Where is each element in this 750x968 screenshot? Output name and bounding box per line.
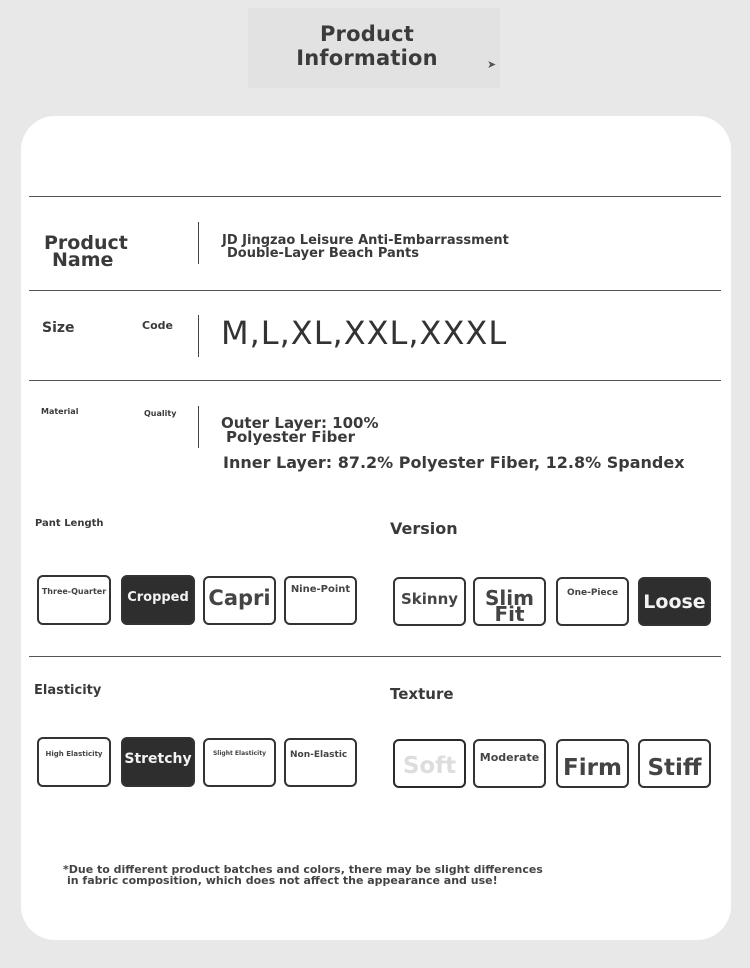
texture-option-moderate[interactable]: Moderate: [473, 739, 546, 788]
material-label: Material: [41, 407, 79, 416]
header-banner: [248, 8, 500, 88]
version-option-skinny[interactable]: Skinny: [393, 577, 466, 626]
pant-length-option-capri[interactable]: Capri: [203, 576, 276, 625]
texture-option-firm[interactable]: Firm: [556, 739, 629, 788]
elasticity-option-stretchy[interactable]: Stretchy: [121, 737, 195, 787]
texture-option-soft[interactable]: Soft: [393, 739, 466, 788]
divider: [29, 380, 721, 381]
elasticity-option-high[interactable]: High Elasticity: [37, 737, 111, 787]
pant-length-option-three-quarter[interactable]: Three-Quarter: [37, 575, 111, 625]
version-label: Version: [390, 519, 458, 538]
material-inner-value: Inner Layer: 87.2% Polyester Fiber, 12.8% Spandex: [223, 453, 685, 472]
page-title: Product Information: [296, 22, 438, 70]
material-quality-label: Quality: [144, 409, 177, 418]
product-name-label: Product Name: [44, 232, 128, 271]
material-outer-value: Outer Layer: 100% Polyester Fiber: [221, 414, 379, 446]
product-info-card: [21, 116, 731, 940]
size-code-label: Code: [142, 319, 173, 332]
pant-length-option-cropped[interactable]: Cropped: [121, 575, 195, 625]
elasticity-option-slight[interactable]: Slight Elasticity: [203, 738, 276, 787]
divider: [29, 196, 721, 197]
version-option-one-piece[interactable]: One-Piece: [556, 577, 629, 626]
separator: [198, 222, 199, 264]
separator: [198, 315, 199, 357]
elasticity-label: Elasticity: [34, 683, 102, 698]
version-option-slim-fit[interactable]: Slim Fit: [473, 577, 546, 626]
size-label: Size: [42, 320, 75, 336]
divider: [29, 656, 721, 657]
cursor-icon: ➤: [487, 58, 497, 71]
product-name-value: JD Jingzao Leisure Anti-Embarrassment Double-Layer Beach Pants: [222, 233, 509, 261]
pant-length-label: Pant Length: [35, 518, 104, 529]
texture-label: Texture: [390, 685, 454, 703]
separator: [198, 406, 199, 448]
pant-length-option-nine-point[interactable]: Nine-Point: [284, 576, 357, 625]
size-value: M,L,XL,XXL,XXXL: [221, 314, 508, 352]
texture-option-stiff[interactable]: Stiff: [638, 739, 711, 788]
divider: [29, 290, 721, 291]
disclaimer-note: *Due to different product batches and colors, there may be slight differences in fabric composition, which does not affect the appearance and use!: [63, 863, 543, 887]
version-option-loose[interactable]: Loose: [638, 577, 711, 626]
elasticity-option-non-elastic[interactable]: Non-Elastic: [284, 738, 357, 787]
